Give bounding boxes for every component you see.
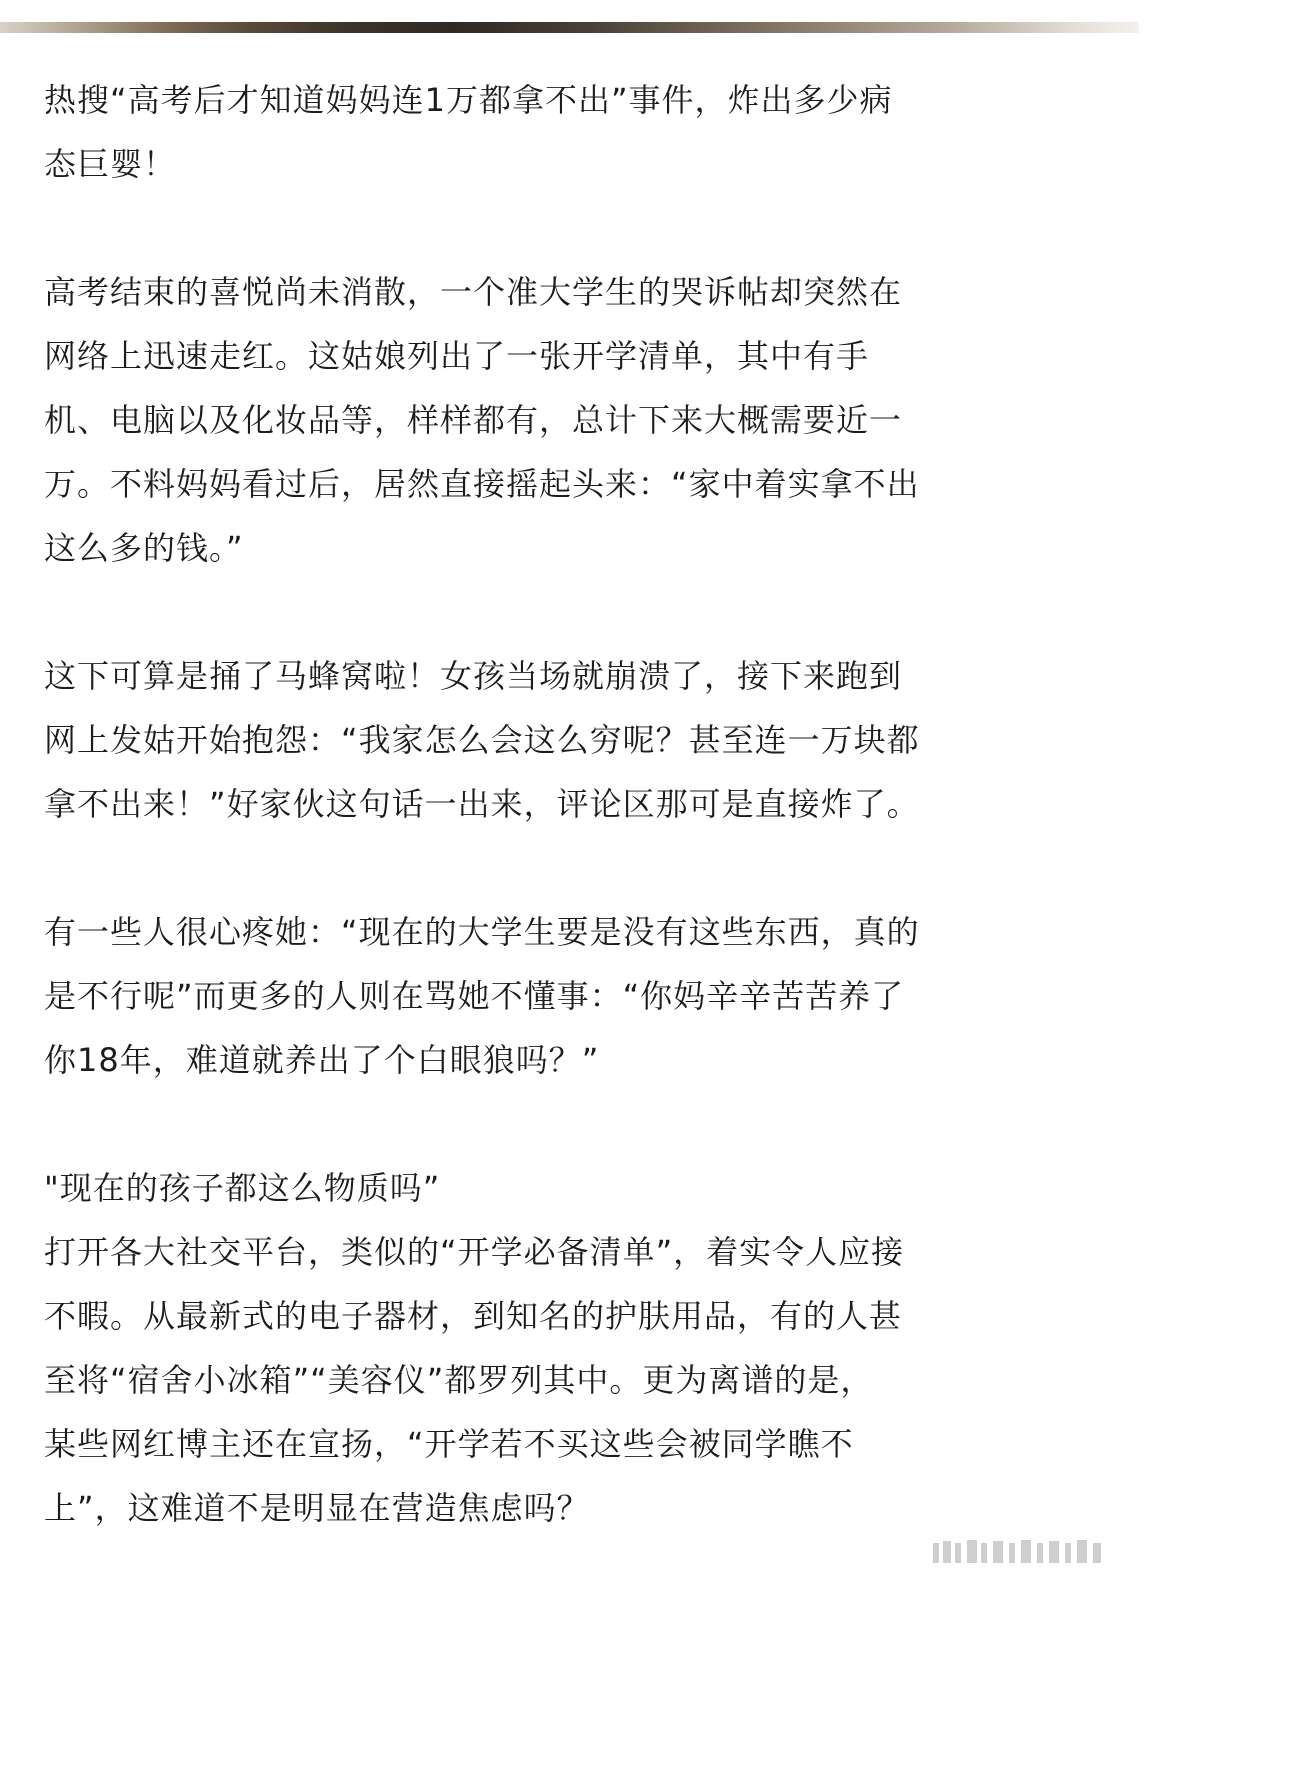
paragraph-3: 有一些人很心疼她：“现在的大学生要是没有这些东西，真的 是不行呢”而更多的人则在骂她不懂事：“你妈辛辛苦苦养了 你18年，难道就养出了个白眼狼吗？” bbox=[44, 913, 920, 1079]
paragraph-4: 打开各大社交平台，类似的“开学必备清单”，着实令人应接 不暇。从最新式的电子器材，到知名的护肤用品，有的人甚 至将“宿舍小冰箱”“美容仪”都罗列其中。更为离谱的是， 某些网红博主还在宣扬，“开学若不买这些会被同学瞧不 上”，这难道不是明显在营造焦虑吗？ bbox=[44, 1233, 905, 1527]
article-body bbox=[44, 68, 1094, 1540]
cropped-photo-edge bbox=[0, 22, 1139, 33]
article-title: 热搜“高考后才知道妈妈连1万都拿不出”事件，炸出多少病 态巨婴！ bbox=[44, 81, 893, 183]
top-image-strip bbox=[0, 0, 1139, 33]
paragraph-2: 这下可算是捅了马蜂窝啦！女孩当场就崩溃了，接下来跑到 网上发姑开始抱怨：“我家怎么会这么穷呢？甚至连一万块都 拿不出来！”好家伙这句话一出来，评论区那可是直接炸了。 bbox=[44, 657, 920, 823]
watermark-glyph-icon bbox=[933, 1537, 1103, 1567]
paragraph-1: 高考结束的喜悦尚未消散，一个准大学生的哭诉帖却突然在 网络上迅速走红。这姑娘列出了一张开学清单，其中有手 机、电脑以及化妆品等，样样都有，总计下来大概需要近一 万。不料妈妈看过后，居然直接摇起头来：“家中着实拿不出 这么多的钱。” bbox=[44, 273, 920, 567]
watermark-logo bbox=[923, 1533, 1103, 1567]
subheading-quote: "现在的孩子都这么物质吗” bbox=[44, 1169, 441, 1207]
